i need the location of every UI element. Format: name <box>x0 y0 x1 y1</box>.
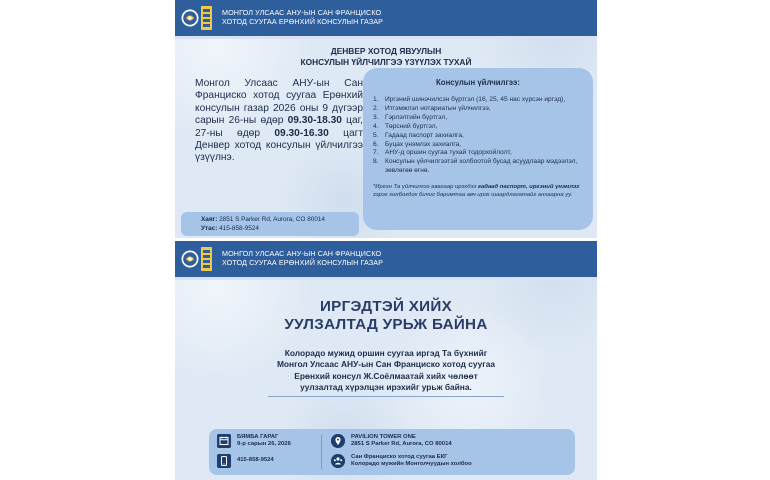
date-line2: 9-р сарын 26, 2026 <box>237 441 291 448</box>
time-day1: 09.30-18.30 <box>287 115 342 127</box>
note-bold: гадаад паспорт, иргэний үнэмлэх <box>477 184 580 191</box>
card1-title-line2: КОНСУЛЫН ҮЙЛЧИЛГЭЭ ҮЗҮҮЛЭХ ТУХАЙ <box>300 57 472 67</box>
service-number: 5. <box>373 131 379 139</box>
service-text: Гэрлэлтийн бүртгэл, <box>385 113 448 121</box>
venue-item <box>331 434 452 448</box>
service-number: 2. <box>373 104 379 112</box>
service-text: Төрсний бүртгэл, <box>385 122 438 130</box>
phone-line <box>201 224 359 233</box>
header-stripe-2 <box>175 277 597 280</box>
announcement-part3: цагт Денвер хотод консулын үйлчилгээ үзүүлнэ. <box>195 127 363 164</box>
address-label: Хаяг: <box>201 216 218 223</box>
community-icon <box>331 454 345 468</box>
calendar-icon <box>217 434 231 448</box>
meeting-invitation-card <box>175 241 597 480</box>
invitation-text-line4: уулзалтад хүрэлцэн ирэхийг урьж байна. <box>300 382 472 393</box>
service-number: 3. <box>373 113 379 121</box>
consulate-header <box>175 0 597 36</box>
consular-service-card <box>175 0 597 238</box>
address-box <box>181 212 359 236</box>
service-item <box>373 158 583 176</box>
services-panel <box>363 68 593 230</box>
service-item <box>373 149 583 158</box>
info-divider <box>321 435 322 469</box>
service-number: 6. <box>373 140 379 148</box>
announcement-part1: Монгол Улсаас АНУ-ын Сан Франциско хотод суугаа Ерөнхий консулын газар 2026 оны 9 дүгээр сарын 26-ны өдөр <box>195 78 363 127</box>
phone-icon <box>217 454 231 468</box>
invitation-text-line2: Монгол Улсаас АНУ-ын Сан Франциско хотод суугаа <box>276 359 496 370</box>
service-item <box>373 105 583 114</box>
consulate-name-line1: МОНГОЛ УЛСААС АНУ-ЫН САН ФРАНЦИСКО <box>222 8 382 18</box>
announcement-text <box>195 78 363 165</box>
service-text: Иргэний шинэчилсэн бүртгэл (16, 25, 45 нас хүрсэн иргэд), <box>385 96 566 103</box>
event-phone: 415-858-9524 <box>237 457 274 464</box>
mongolia-emblem-icon <box>181 244 215 274</box>
service-text: Буцах үнэмлэх захиалга, <box>385 140 462 148</box>
address-line <box>201 215 359 224</box>
phone-item <box>217 454 274 468</box>
documents-note <box>373 184 583 199</box>
announcement-part2: цаг, 27-ны өдөр <box>195 115 363 139</box>
note-post: зэрэг холбогдох бичиг баримтаа авч ирэх шаардлагатайг анхаарна уу. <box>373 191 573 198</box>
header-stripe <box>175 36 597 39</box>
service-text: Консулын үйлчилгээтэй холбоотой бусад асуудлаар мэдээлэл, зөвлөгөө өгнө. <box>385 158 578 175</box>
date-line1: БЯМБА ГАРАГ <box>237 434 279 440</box>
consulate-name-line2: ХОТОД СУУГАА ЕРӨНХИЙ КОНСУЛЫН ГАЗАР <box>222 17 384 26</box>
service-number: 7. <box>373 149 379 157</box>
organizer-line2: Колорадо мужийн Монголчуудын холбоо <box>351 461 472 468</box>
organizer-line1: Сан Франциско хотод суугаа ЕКГ <box>351 454 448 460</box>
phone-value: 415-858-9524 <box>217 225 259 232</box>
service-text: АНУ-д оршин суугаа тухай тодорхойлолт, <box>385 149 512 157</box>
organizer-item <box>331 454 472 468</box>
date-item <box>217 434 291 448</box>
consulate-name-2 <box>222 250 383 267</box>
location-pin-icon <box>331 434 345 448</box>
invitation-title <box>175 298 597 334</box>
consulate-name-2-line2: ХОТОД СУУГАА ЕРӨНХИЙ КОНСУЛЫН ГАЗАР <box>222 258 384 267</box>
event-info-box <box>209 429 575 475</box>
invitation-text-line3: Ерөнхий консул Ж.Соёлмаатай хийх чөлөөт <box>294 370 478 381</box>
text-divider <box>268 396 504 397</box>
service-text: Итгэмжлэл нотариатын үйлчилгээ, <box>385 104 491 112</box>
invitation-title-line1: ИРГЭДТЭЙ ХИЙХ <box>319 298 453 315</box>
invitation-text <box>175 348 597 394</box>
service-item <box>373 132 583 141</box>
venue-line1: PAVILION TOWER ONE <box>351 434 416 440</box>
card1-title-line1: ДЕНВЕР ХОТОД ЯВУУЛЫН <box>330 46 442 56</box>
service-number: 1. <box>373 96 379 103</box>
service-number: 4. <box>373 122 379 130</box>
invitation-title-line2: УУЛЗАЛТАД УРЬЖ БАЙНА <box>284 316 488 333</box>
service-number: 8. <box>373 158 379 166</box>
note-pre: *Иргэн Та үйлчилгээ авахаар ирэхдээ <box>373 184 478 191</box>
address-value: 2851 S Parker Rd, Aurora, CO 80014 <box>217 216 325 223</box>
consulate-name-2-line1: МОНГОЛ УЛСААС АНУ-ЫН САН ФРАНЦИСКО <box>222 249 382 259</box>
service-item <box>373 96 583 105</box>
card1-title <box>175 46 597 68</box>
time-day2: 09.30-16.30 <box>274 127 329 139</box>
service-item <box>373 114 583 123</box>
mongolia-emblem-icon <box>181 3 215 33</box>
invitation-text-line1: Колорадо мужид оршин суугаа иргэд Та бүхнийг <box>284 348 488 358</box>
venue-line2: 2851 S Parker Rd, Aurora, CO 80014 <box>351 441 452 448</box>
service-item <box>373 123 583 132</box>
consulate-header-2 <box>175 241 597 277</box>
services-title: Консулын үйлчилгээ: <box>436 78 520 87</box>
phone-label: Утас: <box>201 225 218 232</box>
services-list <box>373 96 583 176</box>
consulate-name <box>222 9 383 26</box>
service-text: Гадаад паспорт захиалга, <box>385 131 464 139</box>
